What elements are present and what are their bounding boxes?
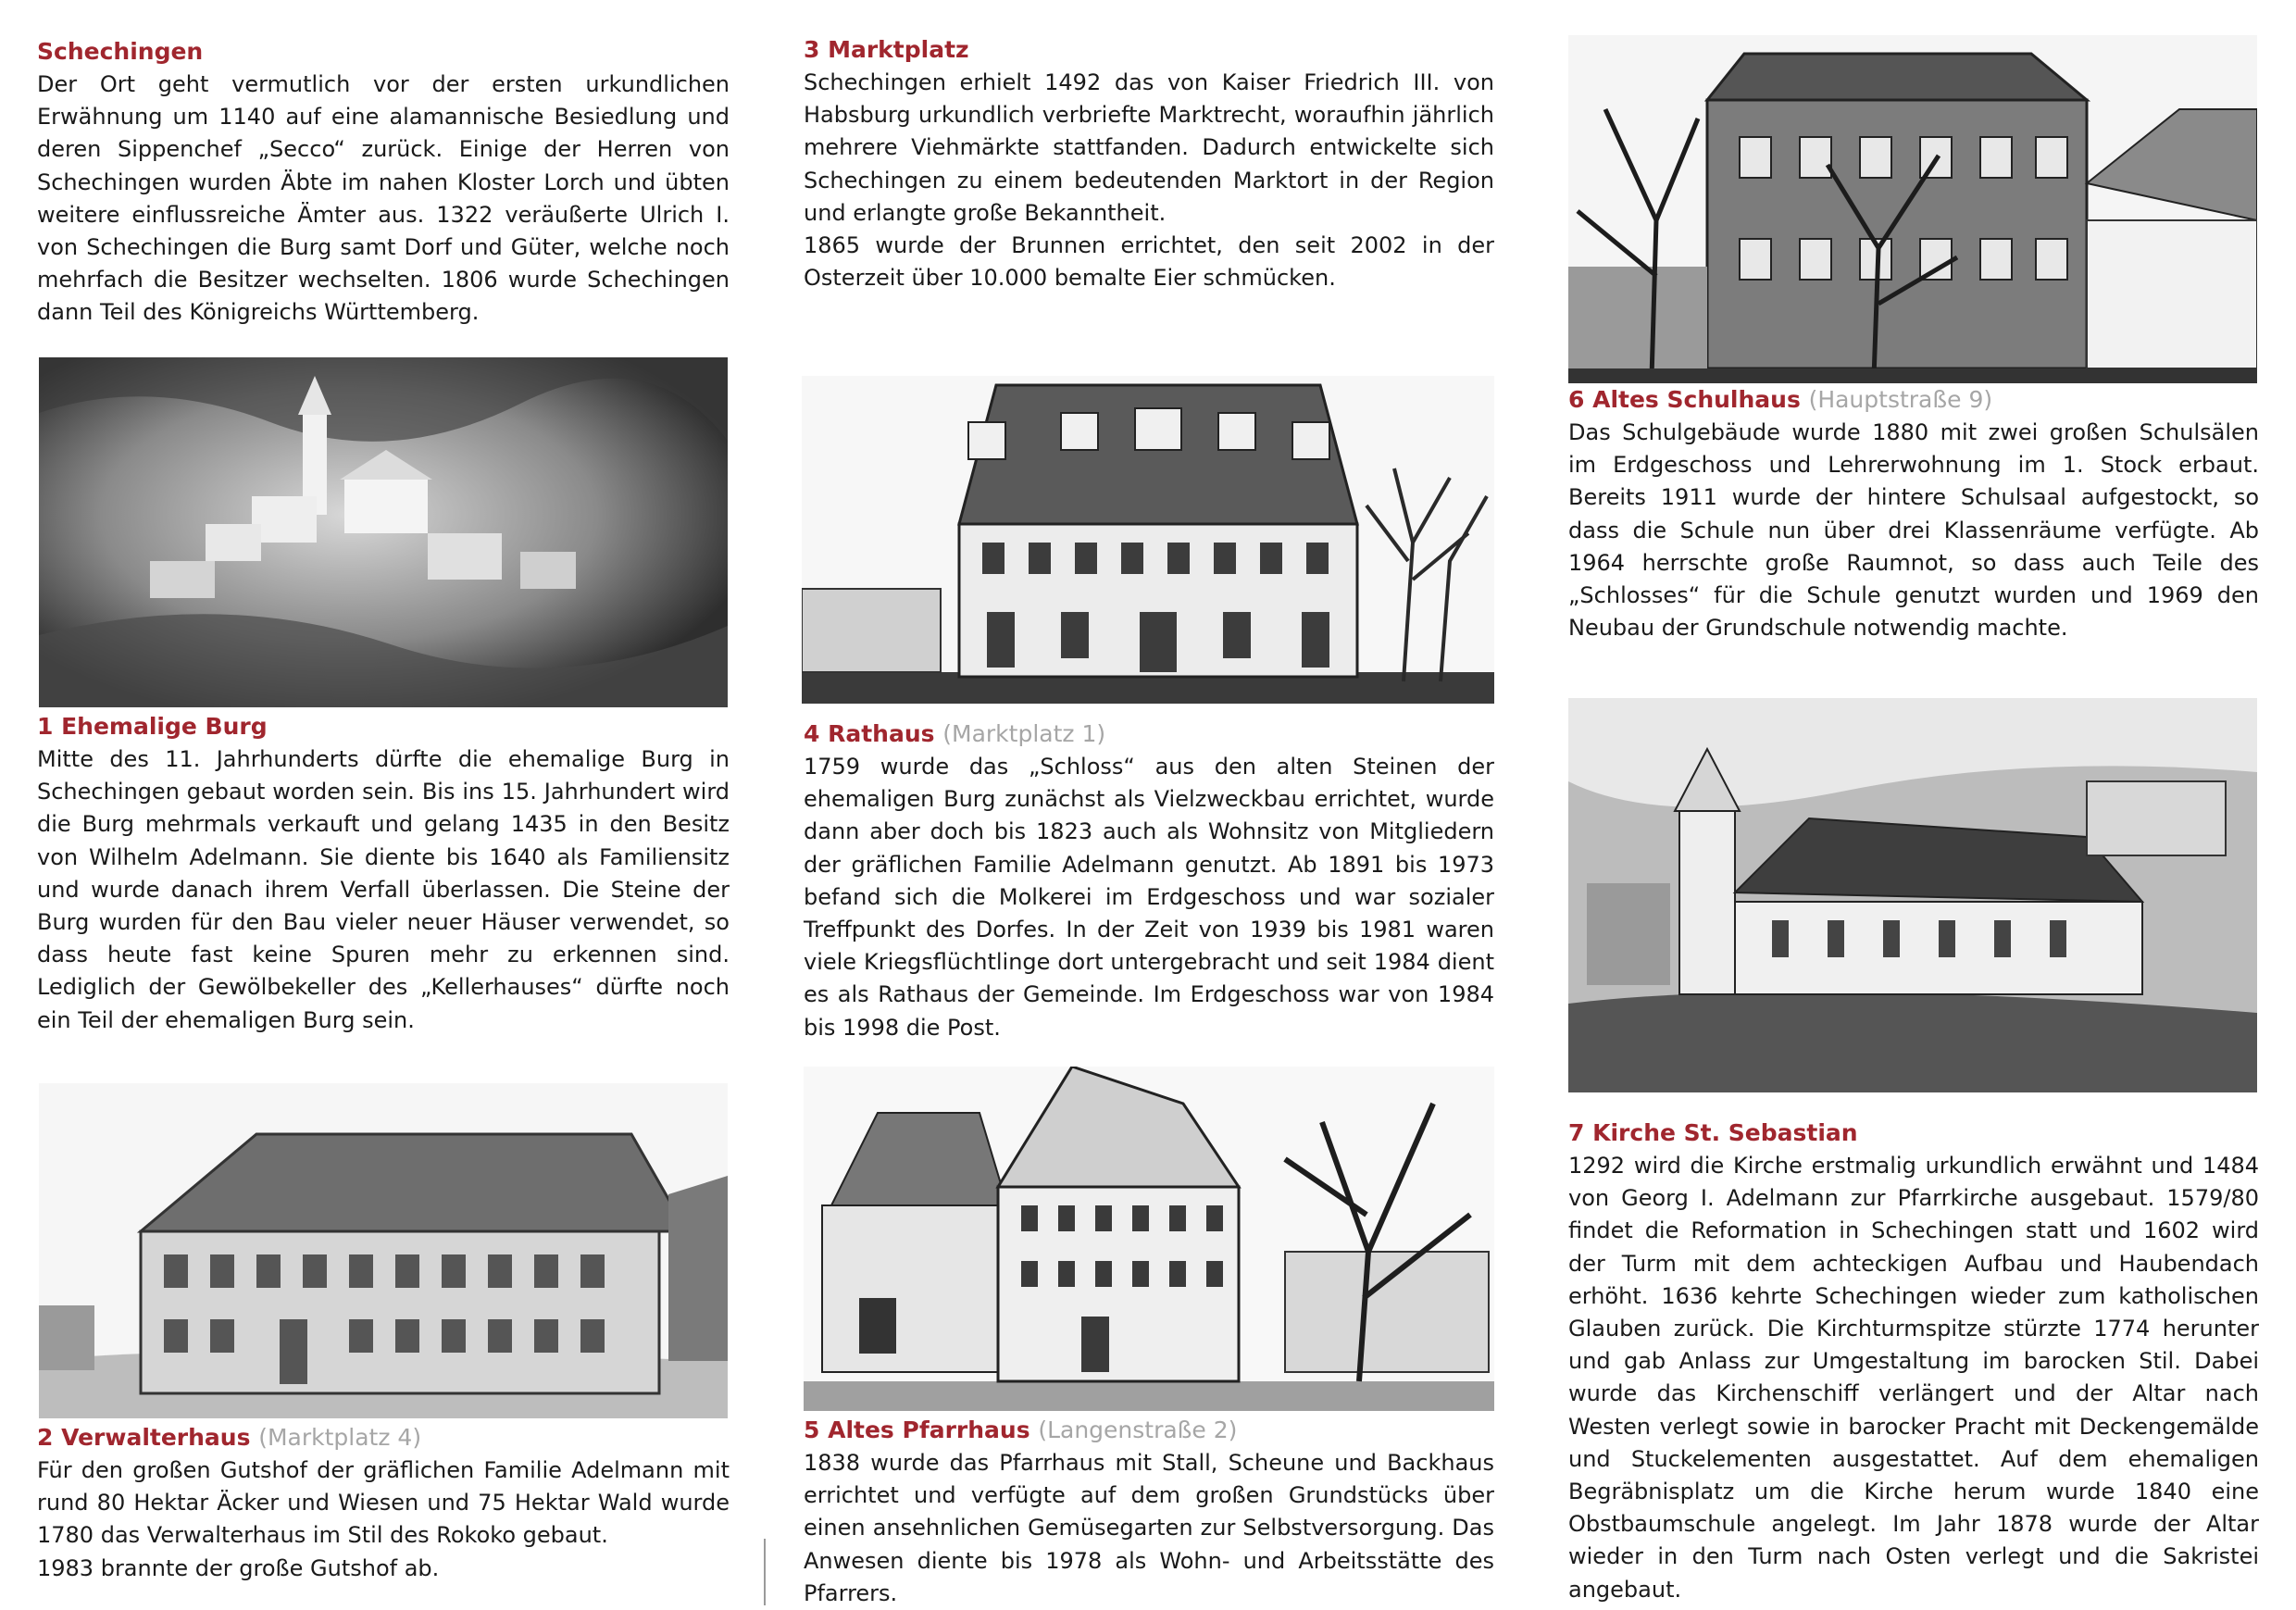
verwalterhaus-title-line (37, 1421, 730, 1454)
marktplatz-title: 3 Marktplatz (804, 36, 969, 63)
intro-text: Der Ort geht vermutlich vor der ersten urkundlichen Erwähnung um 1140 auf eine alamannische Besiedlung und deren Sippenchef „Secco“ zurück. Einige der Herren von Schechingen wurden Äbte im nahen Kloster Lorch und übten weitere einflussreiche Ämter aus. 1322 veräußerte Ulrich I. von Schechingen die Burg samt Dorf und Güter, welche noch mehrfach die Besitzer wechselten. 1806 wurde Schechingen dann Teil des Königreichs Württemberg. (37, 71, 730, 326)
pfarrhaus-section (804, 1414, 1494, 1610)
pfarrhaus-illustration (804, 1067, 1494, 1411)
pfarrhaus-address: (Langenstraße 2) (1038, 1417, 1238, 1443)
intro-title: Schechingen (37, 38, 204, 65)
rathaus-title-line (804, 718, 1494, 751)
burg-illustration (39, 357, 728, 707)
burg-section (37, 710, 730, 1037)
pfarrhaus-text: 1838 wurde das Pfarrhaus mit Stall, Scheune und Backhaus errichtet und verfügte auf dem großen Grundstücks über einen ansehnlichen Gemüsegarten zur Selbstversorgung. Das Anwesen diente bis 1978 als Wohn- und Arbeitsstätte des Pfarrers. (804, 1450, 1494, 1606)
marktplatz-text-1: Schechingen erhielt 1492 das von Kaiser Friedrich III. von Habsburg urkundlich verbriefte Marktrecht, woraufhin jährlich mehrere Viehmärkte stattfanden. Dadurch entwickelte sich Schechingen zu einem bedeutenden Marktort in der Region und erlangte große Bekanntheit. (804, 69, 1494, 226)
verwalterhaus-title: 2 Verwalterhaus (37, 1424, 251, 1451)
schulhaus-address: (Hauptstraße 9) (1808, 386, 1993, 413)
rathaus-address: (Marktplatz 1) (942, 720, 1106, 747)
kirche-illustration (1568, 698, 2257, 1092)
schulhaus-title: 6 Altes Schulhaus (1568, 386, 1801, 413)
verwalterhaus-text (37, 1454, 730, 1585)
schulhaus-title-line (1568, 383, 2259, 417)
verwalterhaus-text-2: 1983 brannte der große Gutshof ab. (37, 1554, 440, 1581)
kirche-text: 1292 wird die Kirche erstmalig urkundlich erwähnt und 1484 von Georg I. Adelmann zur Pfarrkirche ausgebaut. 1579/80 findet die Reformation in Schechingen statt und 1602 wird der Turm mit dem achteckigen Aufbau und Haubendach erhöht. 1636 kehrte Schechingen wieder zum katholischen Glauben zurück. Die Kirchturmspitze stürzte 1774 herunter und gab Anlass zur Umgestaltung im barocken Stil. Dabei wurde das Kirchenschiff verlängert und der Altar nach Westen verlegt sowie in barocker Pracht mit Deckengemälde und Stuckelementen ausgestattet. Auf dem ehemaligen Begräbnisplatz um die Kirche herum wurde 1840 eine Obstbaumschule angelegt. Im Jahr 1878 wurde der Altar wieder in den Turm nach Osten verlegt und die Sakristei angebaut. (1568, 1153, 2259, 1603)
rathaus-title: 4 Rathaus (804, 720, 935, 747)
intro-section (37, 35, 730, 330)
burg-title: 1 Ehemalige Burg (37, 713, 268, 740)
verwalterhaus-section (37, 1421, 730, 1585)
verwalterhaus-text-1: Für den großen Gutshof der gräflichen Familie Adelmann mit rund 80 Hektar Äcker und Wiesen und 75 Hektar Wald wurde 1780 das Verwalterhaus im Stil des Rokoko gebaut. (37, 1457, 730, 1549)
schulhaus-text: Das Schulgebäude wurde 1880 mit zwei großen Schulsälen im Erdgeschoss und Lehrerwohnung im 1. Stock erbaut. Bereits 1911 wurde der hintere Schulsaal aufgestockt, so dass die Schule nun über drei Klassenräume verfügte. Ab 1964 herrschte große Raumnot, so dass auch Teile des „Schlosses“ für die Schule genutzt wurden und 1969 den Neubau der Grundschule notwendig machte. (1568, 419, 2259, 642)
kirche-section (1568, 1117, 2259, 1606)
marktplatz-section (804, 33, 1494, 294)
marktplatz-text (804, 67, 1494, 294)
schulhaus-illustration (1568, 35, 2257, 383)
verwalterhaus-address: (Marktplatz 4) (258, 1424, 422, 1451)
column-divider (764, 1539, 766, 1605)
pfarrhaus-title: 5 Altes Pfarrhaus (804, 1417, 1030, 1443)
kirche-title: 7 Kirche St. Sebastian (1568, 1119, 1858, 1146)
rathaus-text: 1759 wurde das „Schloss“ aus den alten Steinen der ehemaligen Burg zunächst als Vielzweckbau errichtet, wurde dann aber doch bis 1823 auch als Wohnsitz von Mitgliedern der gräflichen Familie Adelmann genutzt. Ab 1891 bis 1973 befand sich die Molkerei im Erdgeschoss und war sozialer Treffpunkt des Dorfes. In der Zeit von 1939 bis 1981 waren viele Kriegsflüchtlinge dort untergebracht und seit 1984 dient es als Rathaus der Gemeinde. Im Erdgeschoss war von 1984 bis 1998 die Post. (804, 754, 1494, 1041)
verwalterhaus-illustration (39, 1083, 728, 1418)
marktplatz-text-2: 1865 wurde der Brunnen errichtet, den seit 2002 in der Osterzeit über 10.000 bemalte Eier schmücken. (804, 232, 1494, 292)
burg-text: Mitte des 11. Jahrhunderts dürfte die ehemalige Burg in Schechingen gebaut worden sein. Bis ins 15. Jahrhundert wird die Burg mehrmals verkauft und gelang 1435 in den Besitz von Wilhelm Adelmann. Sie diente bis 1640 als Familiensitz und wurde danach ihrem Verfall überlassen. Die Steine der Burg wurden für den Bau vieler neuer Häuser verwendet, so dass heute fast keine Spuren mehr zu erkennen sind. Lediglich der Gewölbekeller des „Kellerhauses“ dürfte noch ein Teil der ehemaligen Burg sein. (37, 746, 730, 1033)
rathaus-section (804, 718, 1494, 1044)
pfarrhaus-title-line (804, 1414, 1494, 1447)
rathaus-illustration (802, 376, 1494, 704)
schulhaus-section (1568, 383, 2259, 644)
